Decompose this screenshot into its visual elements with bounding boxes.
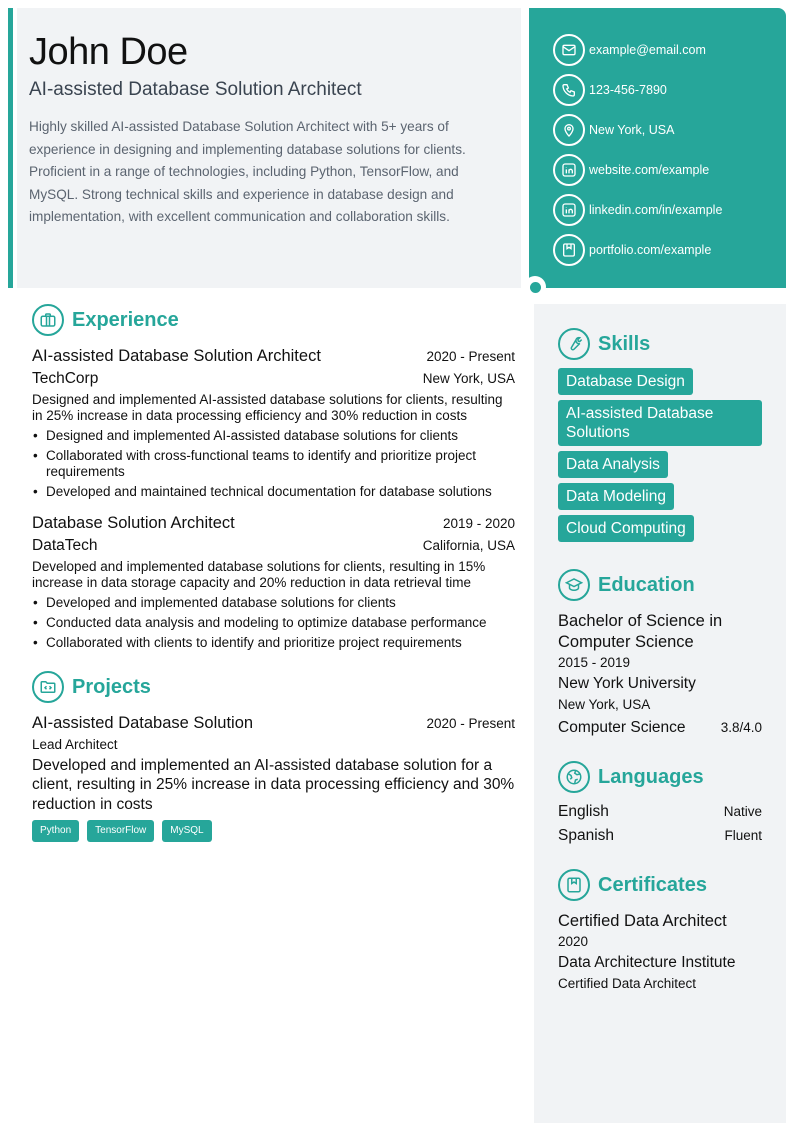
phone-icon: [553, 74, 585, 106]
skill-tag: Cloud Computing: [558, 515, 694, 542]
certificate-detail: Certified Data Architect: [558, 976, 697, 991]
certificates-section: [558, 869, 762, 994]
job-company: TechCorp: [32, 370, 99, 387]
skills-heading: Skills: [598, 332, 651, 355]
language-level: Native: [723, 804, 762, 819]
linkedin-text: linkedin.com/in/example: [589, 203, 723, 217]
location-text: New York, USA: [589, 123, 675, 137]
job-company: DataTech: [32, 537, 98, 554]
job-location: California, USA: [422, 538, 515, 553]
project-description: Developed and implemented an AI-assisted database solution for a client, resulting in 25% increase in data processing efficiency and 30% reduction in costs: [32, 757, 515, 813]
main-column: [32, 304, 515, 842]
linkedin-icon: [553, 194, 585, 226]
job-title: AI-assisted Database Solution Architect: [32, 347, 321, 365]
project-tag: TensorFlow: [87, 820, 154, 842]
education-section-header: [558, 569, 762, 601]
education-heading: Education: [598, 573, 695, 596]
language-level: Fluent: [724, 828, 762, 843]
job-bullet: • Collaborated with cross-functional teams to identify and prioritize project requirements: [32, 448, 515, 480]
job-dates: 2020 - Present: [426, 349, 515, 364]
project-item: [32, 714, 515, 842]
job-description: Developed and implemented database solutions for clients, resulting in 15% increase in data storage capacity and 20% reduction in data retrieval time: [32, 559, 486, 590]
certificate-icon: [558, 869, 590, 901]
education-section: [558, 569, 762, 739]
website-text: website.com/example: [589, 163, 710, 177]
experience-heading: Experience: [72, 308, 179, 331]
languages-section-header: [558, 761, 762, 793]
portfolio-text: portfolio.com/example: [589, 243, 712, 257]
graduation-cap-icon: [558, 569, 590, 601]
education-dates: 2015 - 2019: [558, 655, 631, 670]
contact-panel: [529, 8, 786, 288]
timeline-dot: [524, 276, 546, 298]
contact-phone[interactable]: [553, 70, 786, 110]
experience-item: [32, 514, 515, 651]
phone-text: 123-456-7890: [589, 83, 667, 97]
languages-section: [558, 761, 762, 847]
education-gpa: 3.8/4.0: [720, 720, 762, 735]
contact-linkedin[interactable]: [553, 190, 786, 230]
language-row: [558, 825, 762, 847]
location-pin-icon: [553, 114, 585, 146]
job-bullet: • Conducted data analysis and modeling to optimize database performance: [32, 615, 515, 631]
job-description: Designed and implemented AI-assisted database solutions for clients, resulting in 25% increase in data processing efficiency and 30% reduction in costs: [32, 392, 503, 423]
globe-icon: [558, 761, 590, 793]
project-title: AI-assisted Database Solution: [32, 714, 254, 732]
job-bullet: • Collaborated with clients to identify and prioritize project requirements: [32, 635, 515, 651]
certificates-heading: Certificates: [598, 873, 707, 896]
job-bullet: • Developed and implemented database solutions for clients: [32, 595, 515, 611]
skills-section: [558, 328, 762, 547]
experience-section-header: [32, 304, 515, 336]
job-dates: 2019 - 2020: [442, 516, 515, 531]
certificates-section-header: [558, 869, 762, 901]
project-role: Lead Architect: [32, 737, 118, 752]
linkedin-icon: [553, 154, 585, 186]
skills-list: [558, 368, 762, 547]
project-dates: 2020 - Present: [426, 716, 515, 731]
skill-tag: Database Design: [558, 368, 693, 395]
education-location: New York, USA: [558, 697, 651, 712]
briefcase-icon: [32, 304, 64, 336]
contact-website[interactable]: [553, 150, 786, 190]
job-title: Database Solution Architect: [32, 514, 235, 532]
folder-code-icon: [32, 671, 64, 703]
wrench-icon: [558, 328, 590, 360]
language-name: English: [558, 803, 609, 820]
contact-location: [553, 110, 786, 150]
project-tag: Python: [32, 820, 79, 842]
certificate-issuer: Data Architecture Institute: [558, 954, 736, 971]
candidate-name: John Doe: [29, 31, 188, 73]
contact-email[interactable]: [553, 30, 786, 70]
language-row: [558, 801, 762, 823]
project-tag: MySQL: [162, 820, 211, 842]
language-name: Spanish: [558, 827, 615, 844]
portfolio-icon: [553, 234, 585, 266]
candidate-title: AI-assisted Database Solution Architect: [29, 79, 362, 100]
skill-tag: Data Analysis: [558, 451, 668, 478]
resume-header: [17, 8, 521, 288]
education-field: Computer Science: [558, 719, 686, 736]
experience-item: [32, 347, 515, 500]
education-degree: Bachelor of Science in Computer Science: [558, 612, 723, 651]
job-bullets: [32, 595, 515, 651]
job-bullet: • Developed and maintained technical documentation for database solutions: [32, 484, 515, 500]
languages-heading: Languages: [598, 765, 704, 788]
header-accent-bar: [8, 8, 13, 288]
job-bullet: • Designed and implemented AI-assisted database solutions for clients: [32, 428, 515, 444]
certificate-name: Certified Data Architect: [558, 912, 727, 930]
job-location: New York, USA: [422, 371, 515, 386]
projects-section-header: [32, 671, 515, 703]
skills-section-header: [558, 328, 762, 360]
skill-tag: Data Modeling: [558, 483, 674, 510]
contact-portfolio[interactable]: [553, 230, 786, 270]
profile-summary: Highly skilled AI-assisted Database Solution Architect with 5+ years of experience in designing and implementing database solutions for clients. Proficient in a range of technologies, including Python, TensorFlow, and MySQL. Strong technical skills and experience in database design and implementation, with excellent communication and collaboration skills.: [29, 119, 466, 225]
certificate-year: 2020: [558, 934, 589, 949]
sidebar: [534, 304, 786, 1123]
skill-tag: AI-assisted Database Solutions: [558, 400, 762, 446]
project-tags: [32, 820, 515, 842]
email-text: example@email.com: [589, 43, 706, 57]
mail-icon: [553, 34, 585, 66]
job-bullets: [32, 428, 515, 500]
education-school: New York University: [558, 675, 696, 692]
projects-heading: Projects: [72, 675, 151, 698]
